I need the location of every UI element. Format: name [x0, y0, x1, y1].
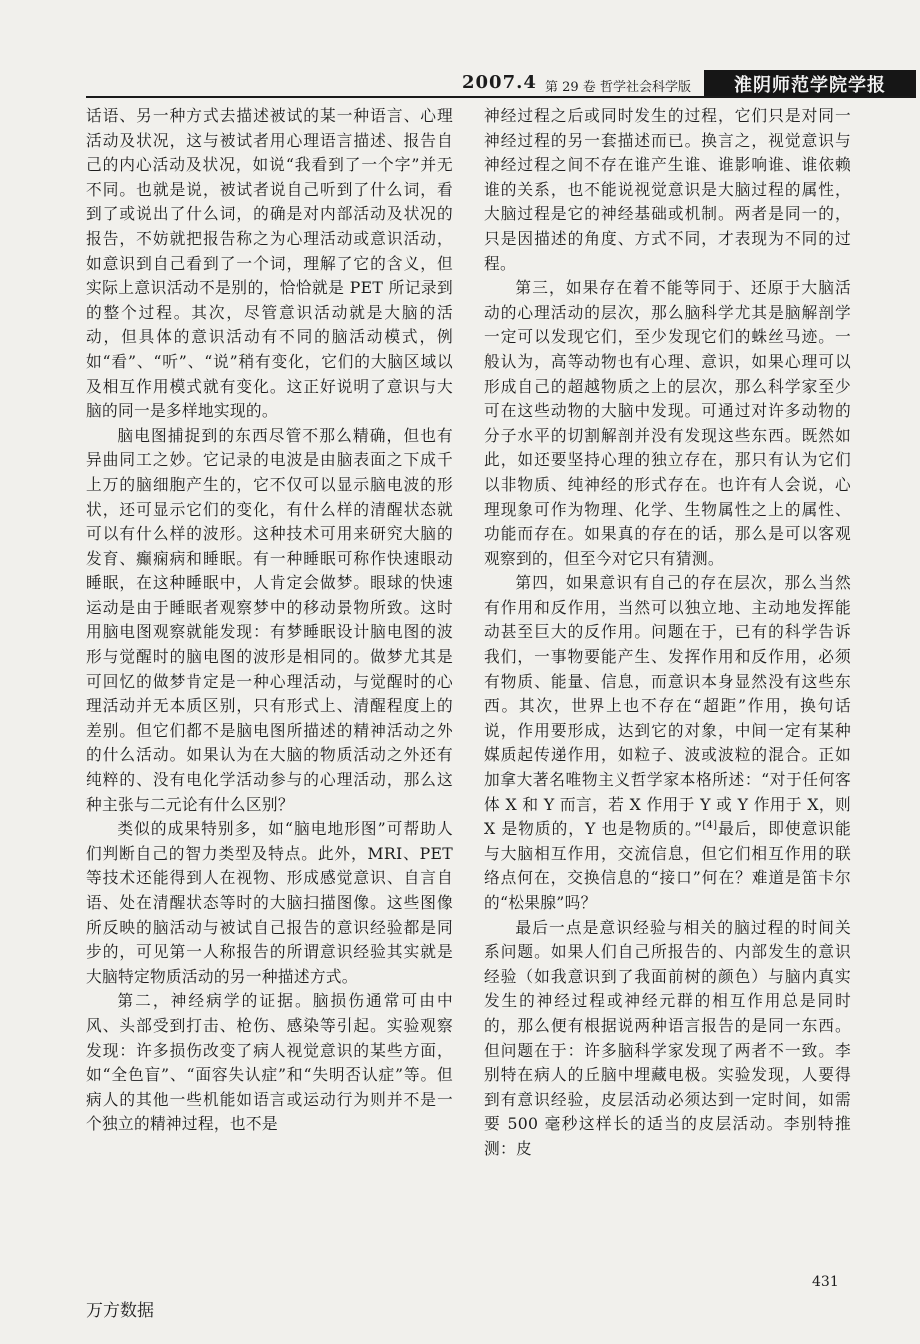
paragraph-text: 第四，如果意识有自己的存在层次，那么当然有作用和反作用，当然可以独立地、主动地发挥能动甚至巨大的反作用。问题在于，已有的科学告诉我们，一事物要能产生、发挥作用和反作用，必须有物质、能量、信息，而意识本身显然没有这些东西。其次，世界上也不存在“超距”作用，换句话说，作用要形成，达到它的对象，中间一定有某种媒质起传递作用，如粒子、波或波粒的混合。正如加拿大著名唯物主义哲学家本格所述：“对于任何客体 X 和 Y 而言，若 X 作用于 Y 或 Y 作用于 X，则 X 是物质的，Y 也是物质的。” [484, 573, 851, 839]
paragraph: 神经过程之后或同时发生的过程，它们只是对同一神经过程的另一套描述而已。换言之，视觉意识与神经过程之间不存在谁产生谁、谁影响谁、谁依赖谁的关系，也不能说视觉意识是大脑过程的属性，大脑过程是它的神经基础或机制。两者是同一的，只是因描述的角度、方式不同，才表现为不同的过程。 [484, 106, 851, 273]
issue-date: 2007.4 [462, 72, 537, 93]
watermark: 万方数据 [86, 1301, 154, 1321]
header-rule [86, 96, 910, 98]
paragraph: 话语、另一种方式去描述被试的某一种语言、心理活动及状况，这与被试者用心理语言描述、报告自己的内心活动及状况，如说“我看到了一个字”并无不同。也就是说，被试者说自己听到了什么词，看到了或说出了什么词，的确是对内部活动及状况的报告，不妨就把报告称之为心理活动或意识活动，如意识到自己看到了一个词，理解了它的含义，但实际上意识活动不是别的，恰恰就是 PET 所记录到的整个过程。其次，尽管意识活动就是大脑的活动，但具体的意识活动有不同的脑活动模式，例如“看”、“听”、“说”稍有变化，它们的大脑区域以及相互作用模式就有变化。这正好说明了意识与大脑的同一是多样地实现的。 [86, 106, 453, 421]
page-number: 431 [812, 1274, 839, 1290]
paragraph: 第二，神经病学的证据。脑损伤通常可由中风、头部受到打击、枪伤、感染等引起。实验观察发现：许多损伤改变了病人视觉意识的某些方面，如“全色盲”、“面容失认症”和“失明否认症”等。但病人的其他一些机能如语言或运动行为则并不是一个独立的精神过程，也不是 [86, 991, 453, 1134]
right-column [484, 104, 851, 1162]
paragraph: 类似的成果特别多，如“脑电地形图”可帮助人们判断自己的智力类型及特点。此外，MRI、PET 等技术还能得到人在视物、形成感觉意识、自言自语、处在清醒状态等时的大脑扫描图像。这些图像所反映的脑活动与被试自己报告的意识经验都是同步的，可见第一人称报告的所谓意识经验其实就是大脑特定物质活动的另一种描述方式。 [86, 819, 453, 986]
paragraph: 第三，如果存在着不能等同于、还原于大脑活动的心理活动的层次，那么脑科学尤其是脑解剖学一定可以发现它们，至少发现它们的蛛丝马迹。一般认为，高等动物也有心理、意识，如果心理可以形成自己的超越物质之上的层次，那么科学家至少可在这些动物的大脑中发现。可通过对许多动物的分子水平的切割解剖并没有发现这些东西。既然如此，如还要坚持心理的独立存在，那只有认为它们以非物质、纯神经的形式存在。也许有人会说，心理现象可作为物理、化学、生物属性之上的属性、功能而存在。如果真的存在的话，那么是可以客观观察到的，但至今对它只有猜测。 [484, 278, 851, 568]
paragraph-text: 最后，即使意识能与大脑相互作用，交流信息，但它们相互作用的联络点何在，交换信息的“接口”何在？难道是笛卡尔的“松果腺”吗？ [484, 819, 851, 912]
citation-marker: [4] [702, 819, 718, 831]
section-label: 哲学社会科学版 [600, 80, 692, 95]
volume-label: 第 29 卷 [545, 80, 596, 95]
left-column [86, 104, 453, 1137]
paragraph [484, 571, 851, 915]
paragraph: 最后一点是意识经验与相关的脑过程的时间关系问题。如果人们自己所报告的、内部发生的意识经验（如我意识到了我面前树的颜色）与脑内真实发生的神经过程或神经元群的相互作用总是同时的，那么便有根据说两种语言报告的是同一东西。但问题在于：许多脑科学家发现了两者不一致。李别特在病人的丘脑中埋藏电极。实验发现，人要得到有意识经验，皮层活动必须达到一定时间，如需要 500 毫秒这样长的适当的皮层活动。李别特推测：皮 [484, 917, 851, 1158]
paragraph: 脑电图捕捉到的东西尽管不那么精确，但也有异曲同工之妙。它记录的电波是由脑表面之下成千上万的脑细胞产生的，它不仅可以显示脑电波的形状，还可显示它们的变化，有什么样的清醒状态就可以有什么样的波形。这种技术可用来研究大脑的发育、癫痫病和睡眠。有一种睡眠可称作快速眼动睡眠，在这种睡眠中，人肯定会做梦。眼球的快速运动是由于睡眠者观察梦中的移动景物所致。这时用脑电图观察就能发现：有梦睡眠设计脑电图的波形与觉醒时的脑电图的波形是相同的。做梦尤其是可回忆的做梦肯定是一种心理活动，与觉醒时的心理活动并无本质区别，只有形式上、清醒程度上的差别。但它们都不是脑电图所描述的精神活动之外的什么活动。如果认为在大脑的物质活动之外还有纯粹的、没有电化学活动参与的心理活动，那么这种主张与二元论有什么区别？ [86, 425, 453, 814]
journal-title: 淮阴师范学院学报 [704, 70, 916, 98]
